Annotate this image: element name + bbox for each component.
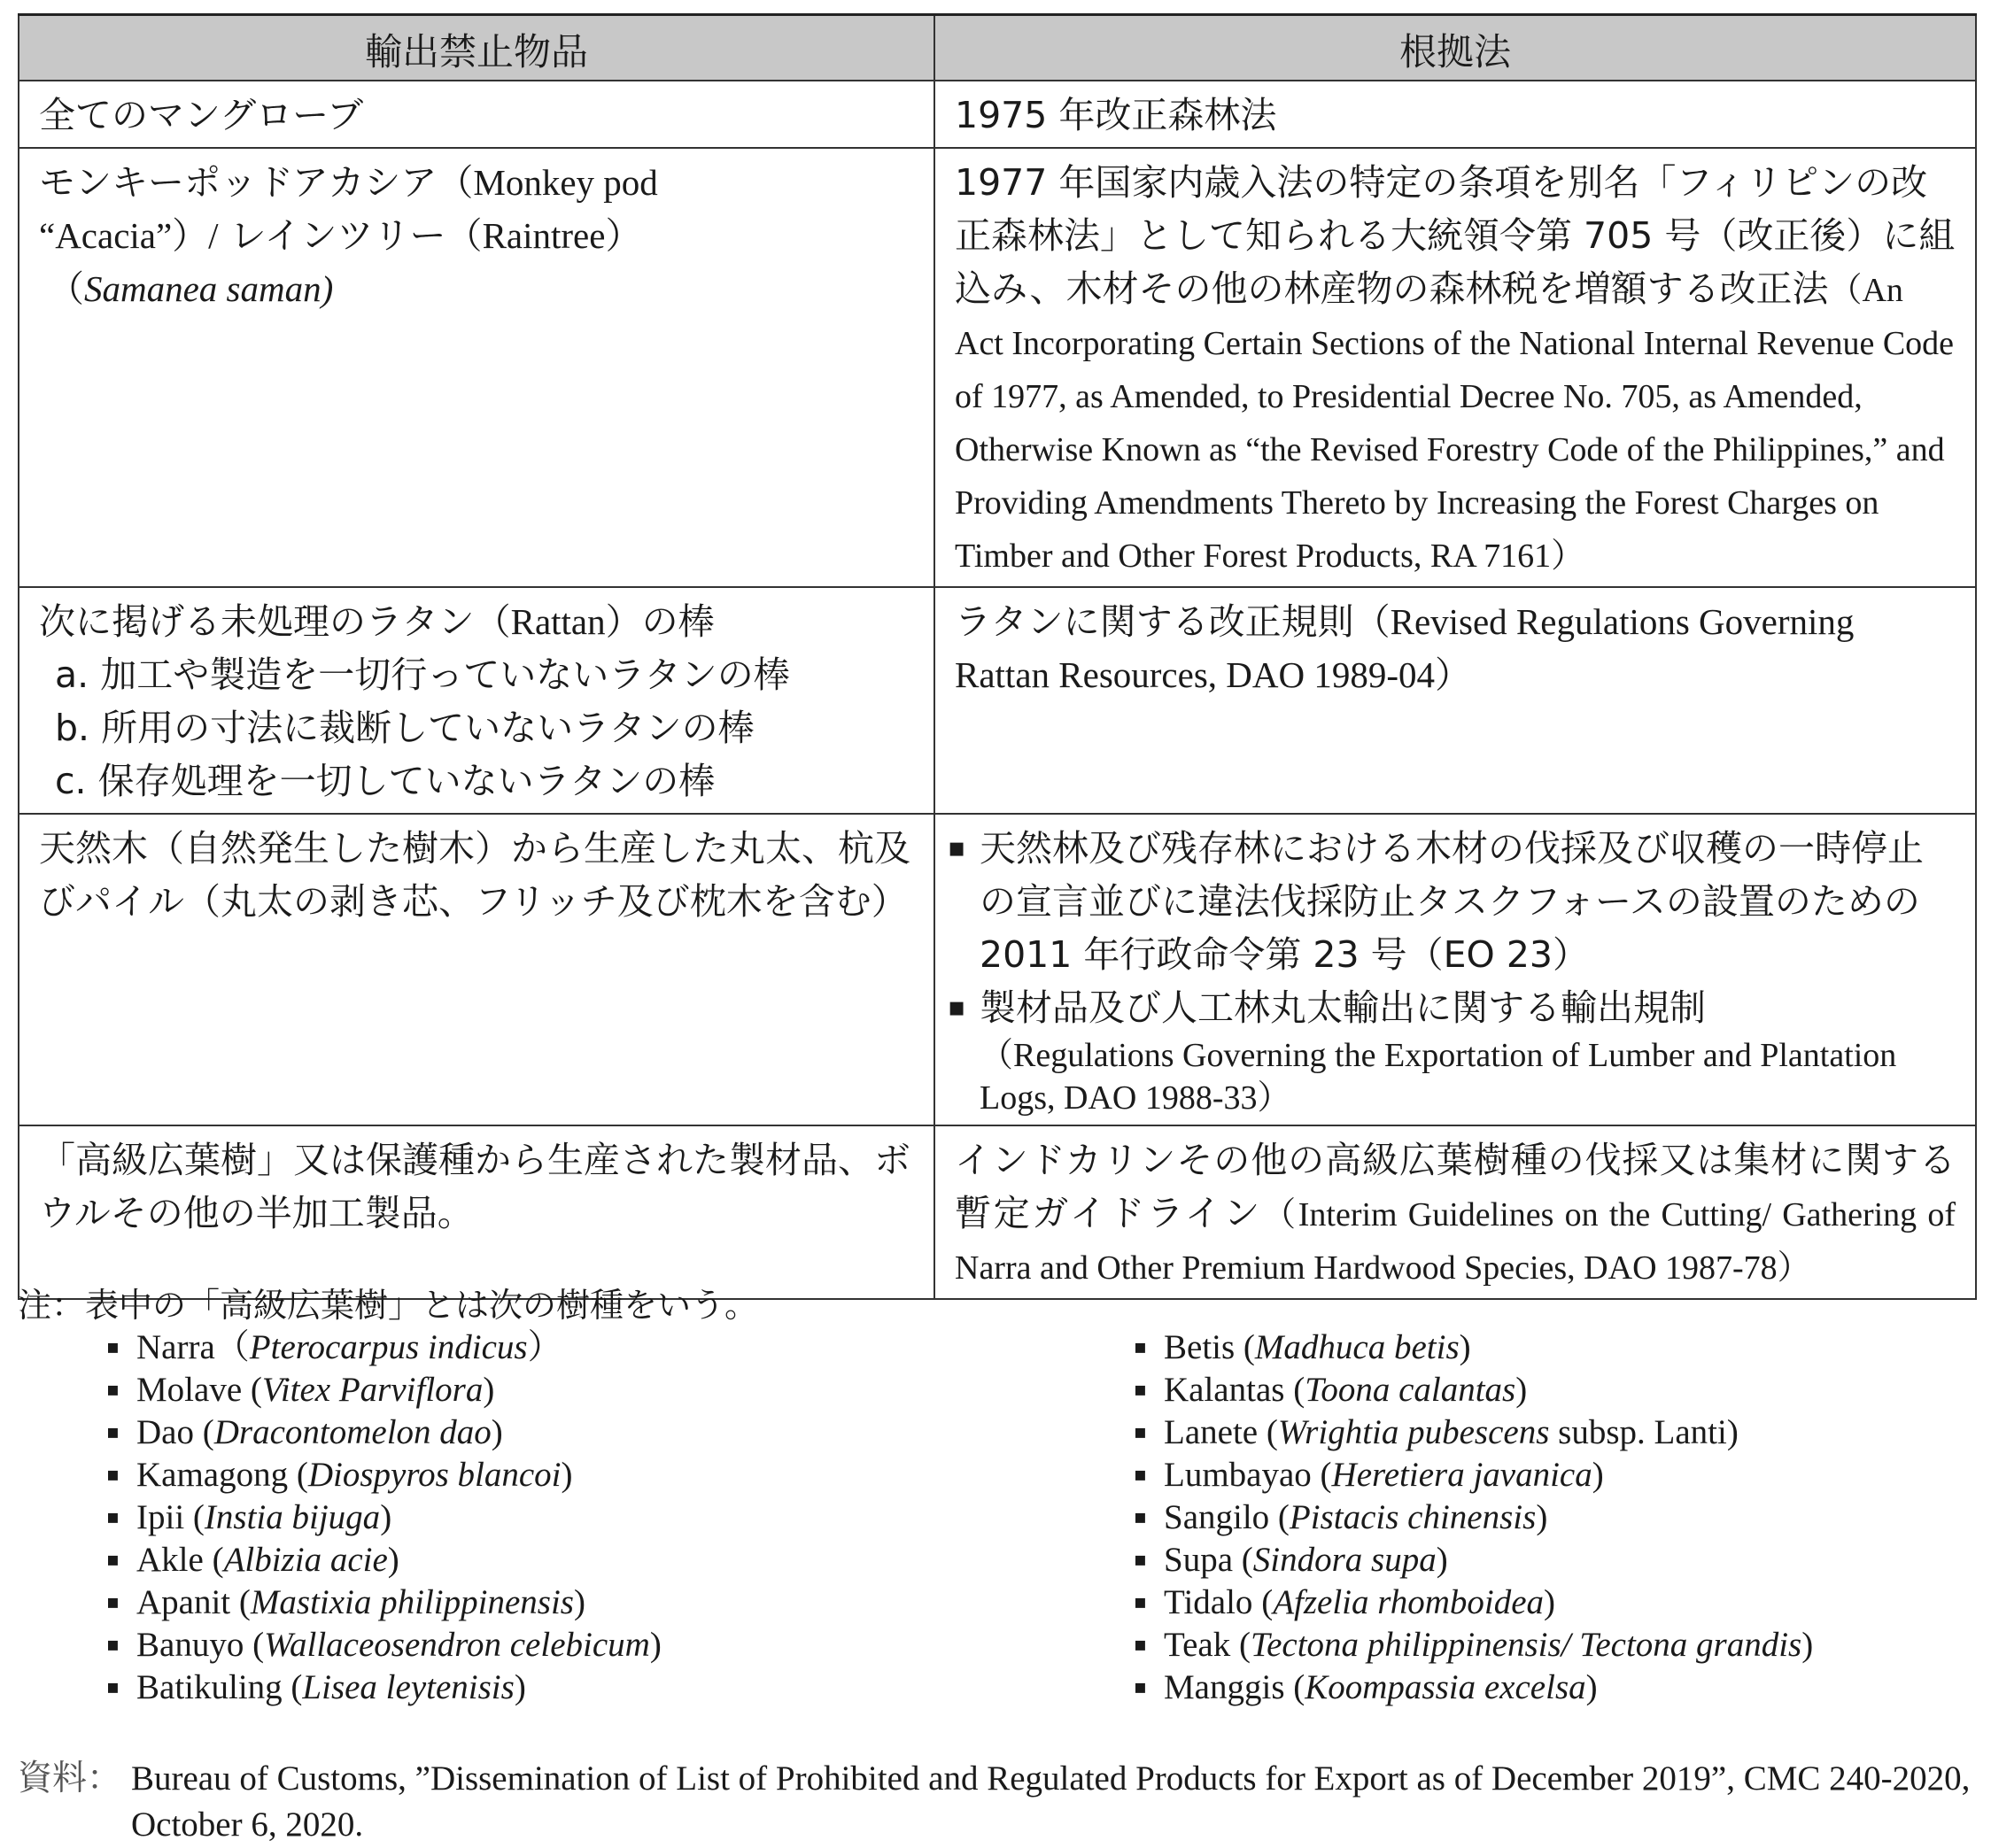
paren: ) [1436,1541,1448,1579]
bullet-square-icon: ▪ [1134,1464,1147,1486]
species-common-name: Ipii [136,1498,185,1536]
paren: ( [242,1371,262,1409]
paren: ) [1544,1583,1556,1621]
paren: ) [380,1498,392,1536]
subitem: c. 保存処理を一切していないラタンの棒 [55,760,716,802]
note-title: 注：表中の「高級広葉樹」とは次の樹種をいう。 [18,1286,759,1325]
paren: ( [1235,1328,1255,1366]
item-text-en: Raintree） [482,215,642,256]
species-scientific-name: Toona calantas [1305,1371,1516,1409]
bullet-square-icon: ▪ [106,1421,120,1443]
paren: ( [1233,1541,1253,1579]
paren: ) [483,1371,495,1409]
law-text-ja: 1977 年国家内歳入法の特定の条項を別名「フィリピンの改正森林法」として知られる大統領令第 705 号（改正後）に組込み、木材その他の林産物の森林税を増額する改正法 [955,161,1956,310]
species-common-name: Supa [1164,1541,1233,1579]
list-item [106,1326,662,1369]
item-text-en: Monkey pod [473,162,658,203]
list-item [1134,1624,1813,1666]
paren: ) [491,1413,503,1451]
paren: （ [214,1328,250,1366]
law-text-en: （An Act Incorporating Certain Sections of the National Internal Revenue Code of 1977, as Amended, to Presidential Decree No. 705, as Amended, Otherwise Known as “the Revised Forestry Code of the Philippines,” and Providing Amendments Thereto by Increasing the Forest Charges on Timber and Other Forest Products, RA 7161） [955,272,1955,575]
paren: ( [1269,1498,1290,1536]
species-list-right [1134,1326,1813,1709]
paren: subsp. Lanti) [1549,1413,1739,1451]
item-text-en: “Acacia”）/ [39,215,219,256]
bullet-square-icon: ▪ [1134,1634,1147,1656]
list-item [1134,1411,1813,1454]
paren: ( [230,1583,251,1621]
export-prohibited-table [18,13,1977,1300]
item-cell: 全てのマングローブ [19,81,934,148]
paren: ( [184,1498,205,1536]
table-header-row [19,15,1976,81]
table-row [19,81,1976,148]
source-label: 資料： [18,1759,122,1798]
species-common-name: Tidalo [1164,1583,1253,1621]
item-text-ja: ）の棒 [605,600,715,643]
species-common-name: Batikuling [136,1668,283,1706]
law-text-en: （Interim Guidelines on the Cutting/ Gathering of Narra and Other Premium Hardwood Species, DAO 1987-78） [955,1196,1956,1287]
paren: ( [1252,1583,1274,1621]
species-scientific-name: Sindora supa [1252,1541,1437,1579]
bullet-square-icon: ▪ [1134,1379,1147,1401]
paren: ) [1585,1668,1598,1706]
list-item [106,1581,662,1624]
species-scientific-name: Wallaceosendron celebicum [264,1626,650,1664]
bullet-square-icon: ▪ [1134,1591,1147,1613]
bullet-square-icon: ▪ [1134,1421,1147,1443]
list-item [1134,1581,1813,1624]
paren: ) [1536,1498,1548,1536]
bullet-square-icon: ▪ [106,1336,120,1358]
list-item [106,1369,662,1411]
header-prohibited-items: 輸出禁止物品 [19,15,934,81]
law-bullet-item [948,981,1956,1119]
table-row [19,587,1976,814]
list-item [106,1411,662,1454]
species-scientific-name: Tectona philippinensis/ Tectona grandis [1250,1626,1802,1664]
paren: ) [1592,1456,1604,1494]
bullet-square-icon: ▪ [106,1464,120,1486]
bullet-square-icon: ▪ [106,1549,120,1571]
law-text-ja: 天然林及び残存林における木材の伐採及び収穫の一時停止の宣言並びに違法伐採防止タスクフォースの設置のための 2011 年行政命令第 23 号（EO 23） [980,827,1924,976]
bullet-square-icon: ▪ [106,1379,120,1401]
species-scientific-name: Instia bijuga [204,1498,381,1536]
subitem: a. 加工や製造を一切行っていないラタンの棒 [55,653,790,696]
species-list-left [106,1326,662,1709]
species-common-name: Kamagong [136,1456,289,1494]
item-text-en: Rattan [510,601,606,642]
species-common-name: Manggis [1164,1668,1285,1706]
source-text: Bureau of Customs, ”Dissemination of List of Prohibited and Regulated Products for Export as of December 2019”, CMC 240-2020, October 6, 2020. [131,1759,1971,1844]
paren: ( [282,1668,303,1706]
item-cell: 「高級広葉樹」又は保護種から生産された製材品、ボウルその他の半加工製品。 [19,1125,934,1299]
header-legal-basis: 根拠法 [934,15,1976,81]
law-cell [934,587,1976,814]
paren: ) [387,1541,399,1579]
table-row [19,814,1976,1125]
item-text-ja: レインツリー（ [218,214,483,257]
paren-open: （ [48,267,84,310]
paren: ) [649,1626,662,1664]
list-item [1134,1666,1813,1709]
species-common-name: Narra [136,1328,215,1366]
paren: ( [1284,1668,1305,1706]
paren: ) [1515,1371,1528,1409]
species-scientific-name: Dracontomelon dao [213,1413,492,1451]
law-text-ja: インドカリンその他の高級広葉樹種の伐採又は集材に関する暫定ガイドライン [955,1139,1956,1234]
paren: ) [1459,1328,1471,1366]
law-text-en: （Revised Regulations Governing Rattan Resources, DAO 1989-04） [955,601,1855,695]
paren: ( [1258,1413,1278,1451]
species-common-name: Lumbayao [1164,1456,1312,1494]
paren: ) [561,1456,573,1494]
species-common-name: Lanete [1164,1413,1259,1451]
subitem: b. 所用の寸法に裁断していないラタンの棒 [55,707,755,749]
table-row [19,148,1976,587]
paren: ( [1311,1456,1332,1494]
species-common-name: Sangilo [1164,1498,1270,1536]
bullet-square-icon: ▪ [106,1634,120,1656]
list-item [106,1496,662,1539]
law-text-ja: 製材品及び人工林丸太輸出に関する輸出規制 [980,986,1706,1029]
paren: ( [1284,1371,1305,1409]
species-scientific-name: Wrightia pubescens [1277,1413,1550,1451]
paren: ) [573,1583,585,1621]
law-cell [934,814,1976,1125]
table-row [19,1125,1976,1299]
species-common-name: Apanit [136,1583,231,1621]
paren: ） [527,1328,562,1366]
law-cell [934,1125,1976,1299]
list-item [1134,1496,1813,1539]
paren: ( [244,1626,265,1664]
bullet-square-icon: ▪ [948,992,966,1023]
species-scientific-name: Albizia acie [223,1541,388,1579]
species-common-name: Teak [1164,1626,1231,1664]
species-scientific-name: Koompassia excelsa [1305,1668,1586,1706]
bullet-square-icon: ▪ [106,1676,120,1698]
species-common-name: Molave [136,1371,243,1409]
bullet-square-icon: ▪ [1134,1336,1147,1358]
species-common-name: Banuyo [136,1626,244,1664]
list-item [106,1539,662,1581]
species-common-name: Kalantas [1164,1371,1285,1409]
law-text-ja: ラタンに関する改正規則 [955,600,1354,643]
species-scientific-name: Diospyros blancoi [307,1456,562,1494]
item-cell [19,587,934,814]
law-cell [934,148,1976,587]
item-text-ja: モンキーポッドアカシア（ [39,161,474,204]
law-bullet-item [948,822,1956,981]
item-cell: 天然木（自然発生した樹木）から生産した丸太、杭及びパイル（丸太の剥き芯、フリッチ及び枕木を含む） [19,814,934,1125]
species-scientific-name: Vitex Parviflora [261,1371,484,1409]
species-common-name: Dao [136,1413,194,1451]
list-item [1134,1454,1813,1496]
species-scientific-name: Madhuca betis [1254,1328,1460,1366]
notes-section [18,1282,1975,1706]
species-common-name: Betis [1164,1328,1236,1366]
bullet-square-icon: ▪ [1134,1549,1147,1571]
paren: ) [1801,1626,1814,1664]
source-citation [18,1756,1975,1848]
species-scientific-name: Pterocarpus indicus [249,1328,528,1366]
item-text-ja: 次に掲げる未処理のラタン（ [39,600,511,643]
list-item [1134,1326,1813,1369]
list-item [106,1666,662,1709]
paren: ( [288,1456,308,1494]
bullet-square-icon: ▪ [1134,1676,1147,1698]
paren: ( [193,1413,214,1451]
list-item [106,1624,662,1666]
item-cell [19,148,934,587]
species-scientific-name: Lisea leytenisis [302,1668,515,1706]
bullet-square-icon: ▪ [106,1506,120,1528]
bullet-square-icon: ▪ [948,832,966,863]
paren: ) [514,1668,526,1706]
law-cell: 1975 年改正森林法 [934,81,1976,148]
bullet-square-icon: ▪ [1134,1506,1147,1528]
species-scientific-name: Afzelia rhomboidea [1273,1583,1545,1621]
paren: ( [203,1541,224,1579]
scientific-name: Samanea saman) [84,268,334,309]
species-scientific-name: Mastixia philippinensis [250,1583,574,1621]
list-item [1134,1539,1813,1581]
list-item [1134,1369,1813,1411]
species-scientific-name: Heretiera javanica [1331,1456,1592,1494]
bullet-square-icon: ▪ [106,1591,120,1613]
species-common-name: Akle [136,1541,204,1579]
law-text-en: （Regulations Governing the Exportation of Lumber and Plantation Logs, DAO 1988-33） [980,1037,1897,1117]
list-item [106,1454,662,1496]
species-scientific-name: Pistacis chinensis [1289,1498,1537,1536]
paren: ( [1230,1626,1251,1664]
